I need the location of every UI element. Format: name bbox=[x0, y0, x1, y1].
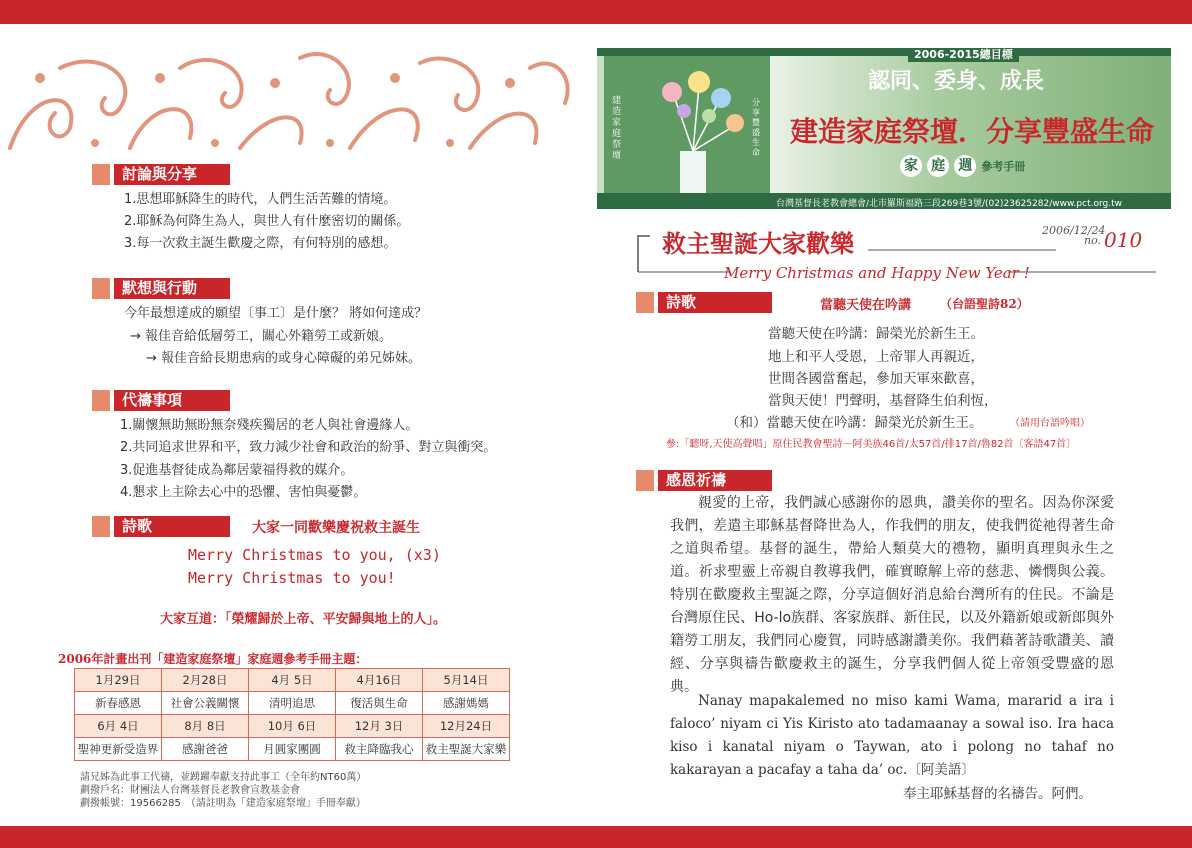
schedule-date: 6月 4日 bbox=[75, 715, 162, 738]
schedule-date: 10月 6日 bbox=[249, 715, 336, 738]
song-lyric-line: Merry Christmas to you, (x3) bbox=[188, 546, 441, 564]
banner-top-stripe bbox=[597, 48, 1171, 56]
song-lyric-line: Merry Christmas to you! bbox=[188, 569, 396, 587]
schedule-topic: 清明追思 bbox=[249, 692, 336, 715]
handbook-char: 家 bbox=[900, 155, 922, 177]
schedule-date: 4月16日 bbox=[336, 669, 423, 692]
footer-line: 劃撥戶名：財團法人台灣基督長老教會宣教基金會 bbox=[80, 785, 300, 796]
english-subtitle: Merry Christmas and Happy New Year ! bbox=[724, 264, 1030, 282]
schedule-date: 8月 8日 bbox=[162, 715, 249, 738]
issue-number: 010 bbox=[1104, 228, 1143, 252]
thanks-title: 感恩祈禱 bbox=[658, 470, 772, 491]
closing-line: 奉主耶穌基督的名禱告。阿們。 bbox=[903, 786, 1092, 802]
top-border-bar bbox=[0, 0, 1192, 24]
schedule-topic: 感謝媽媽 bbox=[423, 692, 510, 715]
schedule-date: 12月24日 bbox=[423, 715, 510, 738]
prayer-item: 2.共同追求世界和平，致力減少社會和政治的紛爭、對立與衝突。 bbox=[120, 440, 497, 455]
issue-prefix: no. bbox=[1084, 234, 1102, 247]
schedule-topic: 救主降臨我心 bbox=[336, 738, 423, 761]
schedule-topic: 社會公義關懷 bbox=[162, 692, 249, 715]
prayer-item: 3.促進基督徒成為鄰居蒙福得救的媒介。 bbox=[120, 463, 354, 478]
schedule-topic: 新春感恩 bbox=[75, 692, 162, 715]
handbook-label bbox=[900, 155, 1025, 177]
schedule-table bbox=[74, 668, 510, 761]
schedule-date: 4月 5日 bbox=[249, 669, 336, 692]
bottom-border-bar bbox=[0, 826, 1192, 848]
hymn-note: （請用台語吟唱） bbox=[1010, 418, 1090, 429]
meditate-title: 默想與行動 bbox=[114, 278, 230, 299]
vase-left-text: 建造家庭祭壇 bbox=[612, 96, 622, 161]
greeting-text: 大家互道：「榮耀歸於上帝、平安歸與地上的人」。 bbox=[160, 612, 447, 627]
handbook-char: 庭 bbox=[927, 155, 949, 177]
handbook-char: 週 bbox=[954, 155, 976, 177]
schedule-topic: 復活與生命 bbox=[336, 692, 423, 715]
handbook-suffix: 參考手冊 bbox=[981, 160, 1026, 173]
amis-prayer: Nanay mapakalemed no miso kami Wama, mararid a ira i faloco’ niyam ci Yis Kiristo ato tadamaanay a sowal iso. Ira haca kiso i kanatal niyam o Taywan, ato i polong no tahaf no kakarayan a pacafay a taha da’ oc.〔阿美語〕 bbox=[670, 693, 1114, 778]
headline: 救主聖誕大家歡樂 bbox=[662, 229, 854, 258]
schedule-topic: 月圓家團圓 bbox=[249, 738, 336, 761]
hymn-line: （和）當聽天使在吟講：歸榮光於新生王。 bbox=[726, 415, 983, 431]
hymn-name: 當聽天使在吟講 bbox=[820, 298, 912, 313]
discuss-item: 1.思想耶穌降生的時代，人們生活苦難的情境。 bbox=[124, 192, 397, 207]
discuss-item: 2.耶穌為何降生為人，與世人有什麼密切的關係。 bbox=[124, 214, 410, 229]
schedule-date: 5月14日 bbox=[423, 669, 510, 692]
hymn-line: 當與天使！門聲明，基督降生伯利恆， bbox=[768, 393, 998, 409]
discuss-item: 3.每一次救主誕生歡慶之際，有何特別的感想。 bbox=[124, 236, 397, 251]
goal-label: 2006-2015總目標 bbox=[908, 48, 1019, 62]
song-name: 大家一同歡樂慶祝救主誕生 bbox=[252, 520, 420, 536]
schedule-date: 1月29日 bbox=[75, 669, 162, 692]
prayer-paragraph: 親愛的上帝，我們誠心感謝你的恩典，讚美你的聖名。因為你深愛我們，差遣主耶穌基督降世為人，作我們的朋友，使我們從祂得著生命之道與希望。基督的誕生，帶給人類莫大的禮物，顯明真理與永生之道。祈求聖靈上帝親自教導我們，確實瞭解上帝的慈悲、憐憫與公義。特別在歡慶救主聖誕之際，分享這個好消息給台灣所有的住民。不論是台灣原住民、Ho-lo族群、客家族群、新住民，以及外籍新娘或新郎與外籍勞工朋友，我們同心慶賀，同時感謝讚美你。我們藉著詩歌讚美、讀經、分享與禱告歡慶救主的誕生，分享我們個人從上帝領受豐盛的恩典。 bbox=[670, 495, 1114, 695]
schedule-topic: 感謝爸爸 bbox=[162, 738, 249, 761]
banner-address: 台灣基督長老教會總會/北市羅斯福路三段269巷3號/(02)23625282/www.pct.org.tw bbox=[776, 199, 1122, 209]
hymn-other-versions: 參:「聽呀,天使高聲唱」原住民教會聖詩－阿美族46首/太57首/排17首/魯82首〔客語47首〕 bbox=[666, 439, 1077, 450]
schedule-topic: 聖神更新受造界 bbox=[75, 738, 162, 761]
meditate-item: 今年最想達成的願望〔事工〕是什麼？ 將如何達成？ bbox=[124, 306, 428, 321]
footer-line: 請兄姊為此事工代禱，並踴躍奉獻支持此事工（全年約NT60萬） bbox=[80, 772, 367, 783]
prayer-item: 4.懇求上主除去心中的恐懼、害怕與憂鬱。 bbox=[120, 485, 367, 500]
footer-line: 劃撥帳號：19566285 （請註明為「建造家庭祭壇」手冊奉獻） bbox=[80, 798, 366, 809]
hymn-line: 當聽天使在吟講：歸榮光於新生王。 bbox=[768, 326, 984, 342]
meditate-item: → 報佳音給低層勞工，關心外籍勞工或新娘。 bbox=[130, 329, 393, 344]
schedule-title: 2006年計畫出刊「建造家庭祭壇」家庭週參考手冊主題： bbox=[58, 652, 368, 666]
song-title: 詩歌 bbox=[114, 516, 230, 537]
slogan: 認同、委身、成長 bbox=[868, 68, 1045, 94]
hymn-reference: （台語聖詩82） bbox=[940, 297, 1029, 311]
hymn-title: 詩歌 bbox=[658, 292, 772, 313]
prayer-item: 1.關懷無助無盼無奈殘疾獨居的老人與社會邊緣人。 bbox=[120, 418, 419, 433]
hymn-line: 世間各國當奮起，參加天軍來歡喜， bbox=[768, 371, 984, 387]
swirl-ornament bbox=[0, 48, 575, 158]
issue-date: 2006/12/24 bbox=[1042, 224, 1106, 237]
schedule-topic: 救主聖誕大家樂 bbox=[423, 738, 510, 761]
meditate-item: → 報佳音給長期患病的或身心障礙的弟兄姊妹。 bbox=[146, 351, 422, 366]
prayer-title: 代禱事項 bbox=[114, 390, 230, 411]
hymn-line: 地上和平人受恩，上帝罪人再親近， bbox=[768, 349, 984, 365]
vase-right-text: 分享豐盛生命 bbox=[752, 98, 760, 157]
schedule-date: 2月28日 bbox=[162, 669, 249, 692]
vase-hearts-icon bbox=[604, 56, 770, 193]
banner-main-title: 建造家庭祭壇．分享豐盛生命 bbox=[790, 115, 1155, 148]
schedule-date: 12月 3日 bbox=[336, 715, 423, 738]
discuss-title: 討論與分享 bbox=[114, 164, 230, 185]
